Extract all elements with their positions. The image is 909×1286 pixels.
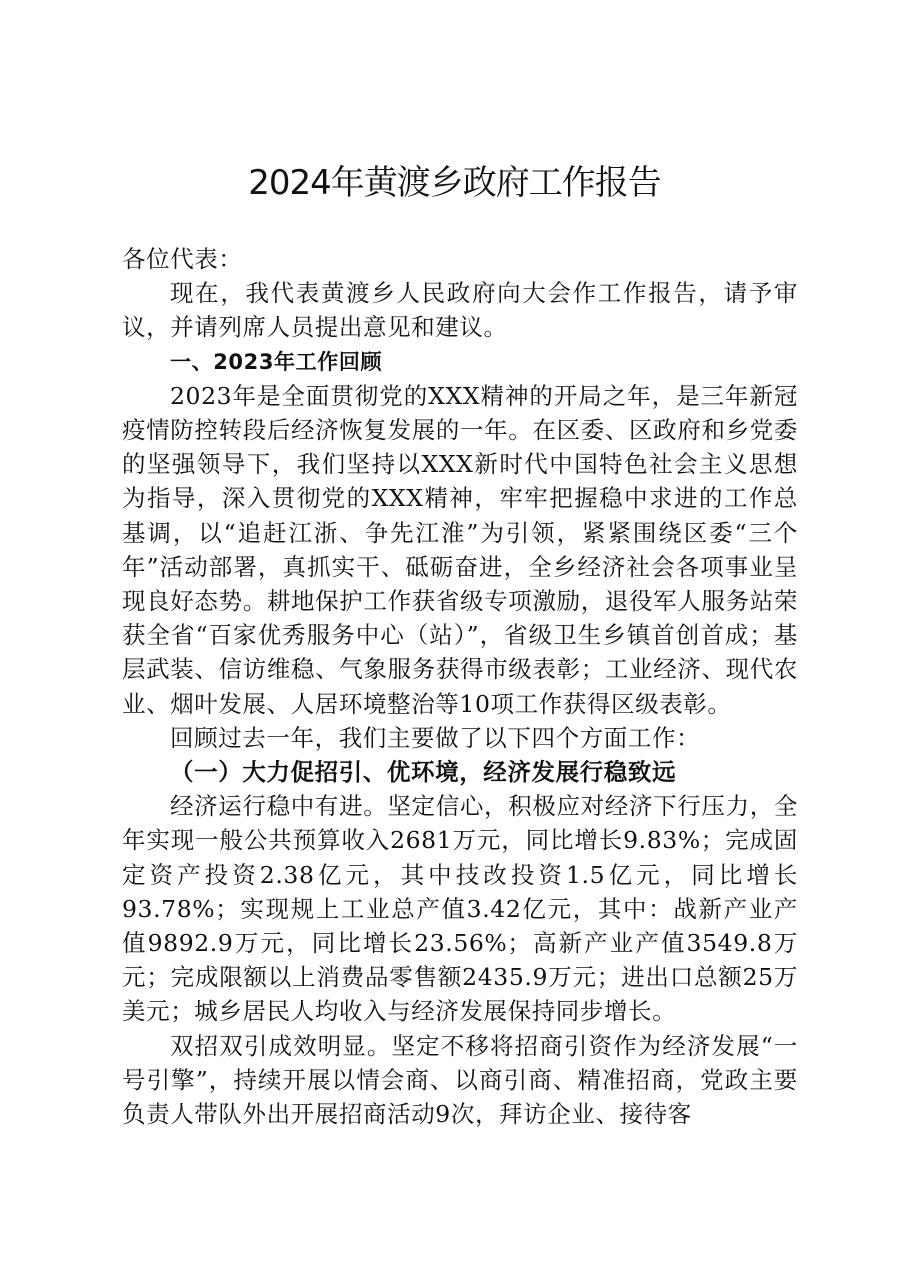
- paragraph-economy: 经济运行稳中有进。坚定信心，积极应对经济下行压力，全年实现一般公共预算收入2681万元，同比增长9.83%；完成固定资产投资2.38亿元，其中技改投资1.5亿元，同比增长93.78%；实现规上工业总产值3.42亿元，其中：战新产业产值9892.9万元，同比增长23.56%；高新产业产值3549.8万元；完成限额以上消费品零售额2435.9万元；进出口总额25万美元；城乡居民人均收入与经济发展保持同步增长。: [122, 792, 798, 1026]
- salutation: 各位代表：: [122, 245, 243, 273]
- section-heading-review: 一、2023年工作回顾: [170, 349, 383, 374]
- document-title: 2024年黄渡乡政府工作报告: [248, 163, 661, 203]
- document-body: [122, 242, 798, 1131]
- subsection-heading-economy: （一）大力促招引、优环境，经济发展行稳致远: [170, 758, 677, 787]
- paragraph-intro: 现在，我代表黄渡乡人民政府向大会作工作报告，请予审议，并请列席人员提出意见和建议。: [122, 279, 798, 342]
- paragraph-investment: 双招双引成效明显。坚定不移将招商引资作为经济发展“一号引擎”，持续开展以情会商、以商引商、精准招商，党政主要负责人带队外出开展招商活动9次，拜访企业、接待客: [122, 1031, 798, 1129]
- paragraph-summary: 回顾过去一年，我们主要做了以下四个方面工作：: [170, 723, 701, 752]
- paragraph-review: 2023年是全面贯彻党的XXX精神的开局之年，是三年新冠疫情防控转段后经济恢复发展的一年。在区委、区政府和乡党委的坚强领导下，我们坚持以XXX新时代中国特色社会主义思想为指导，深入贯彻党的XXX精神，牢牢把握稳中求进的工作总基调，以“追赶江浙、争先江淮”为引领，紧紧围绕区委“三个年”活动部署，真抓实干、砥砺奋进，全乡经济社会各项事业呈现良好态势。耕地保护工作获省级专项激励，退役军人服务站荣获全省“百家优秀服务中心（站）”，省级卫生乡镇首创首成；基层武装、信访维稳、气象服务获得市级表彰；工业经济、现代农业、烟叶发展、人居环境整治等10项工作获得区级表彰。: [122, 381, 798, 718]
